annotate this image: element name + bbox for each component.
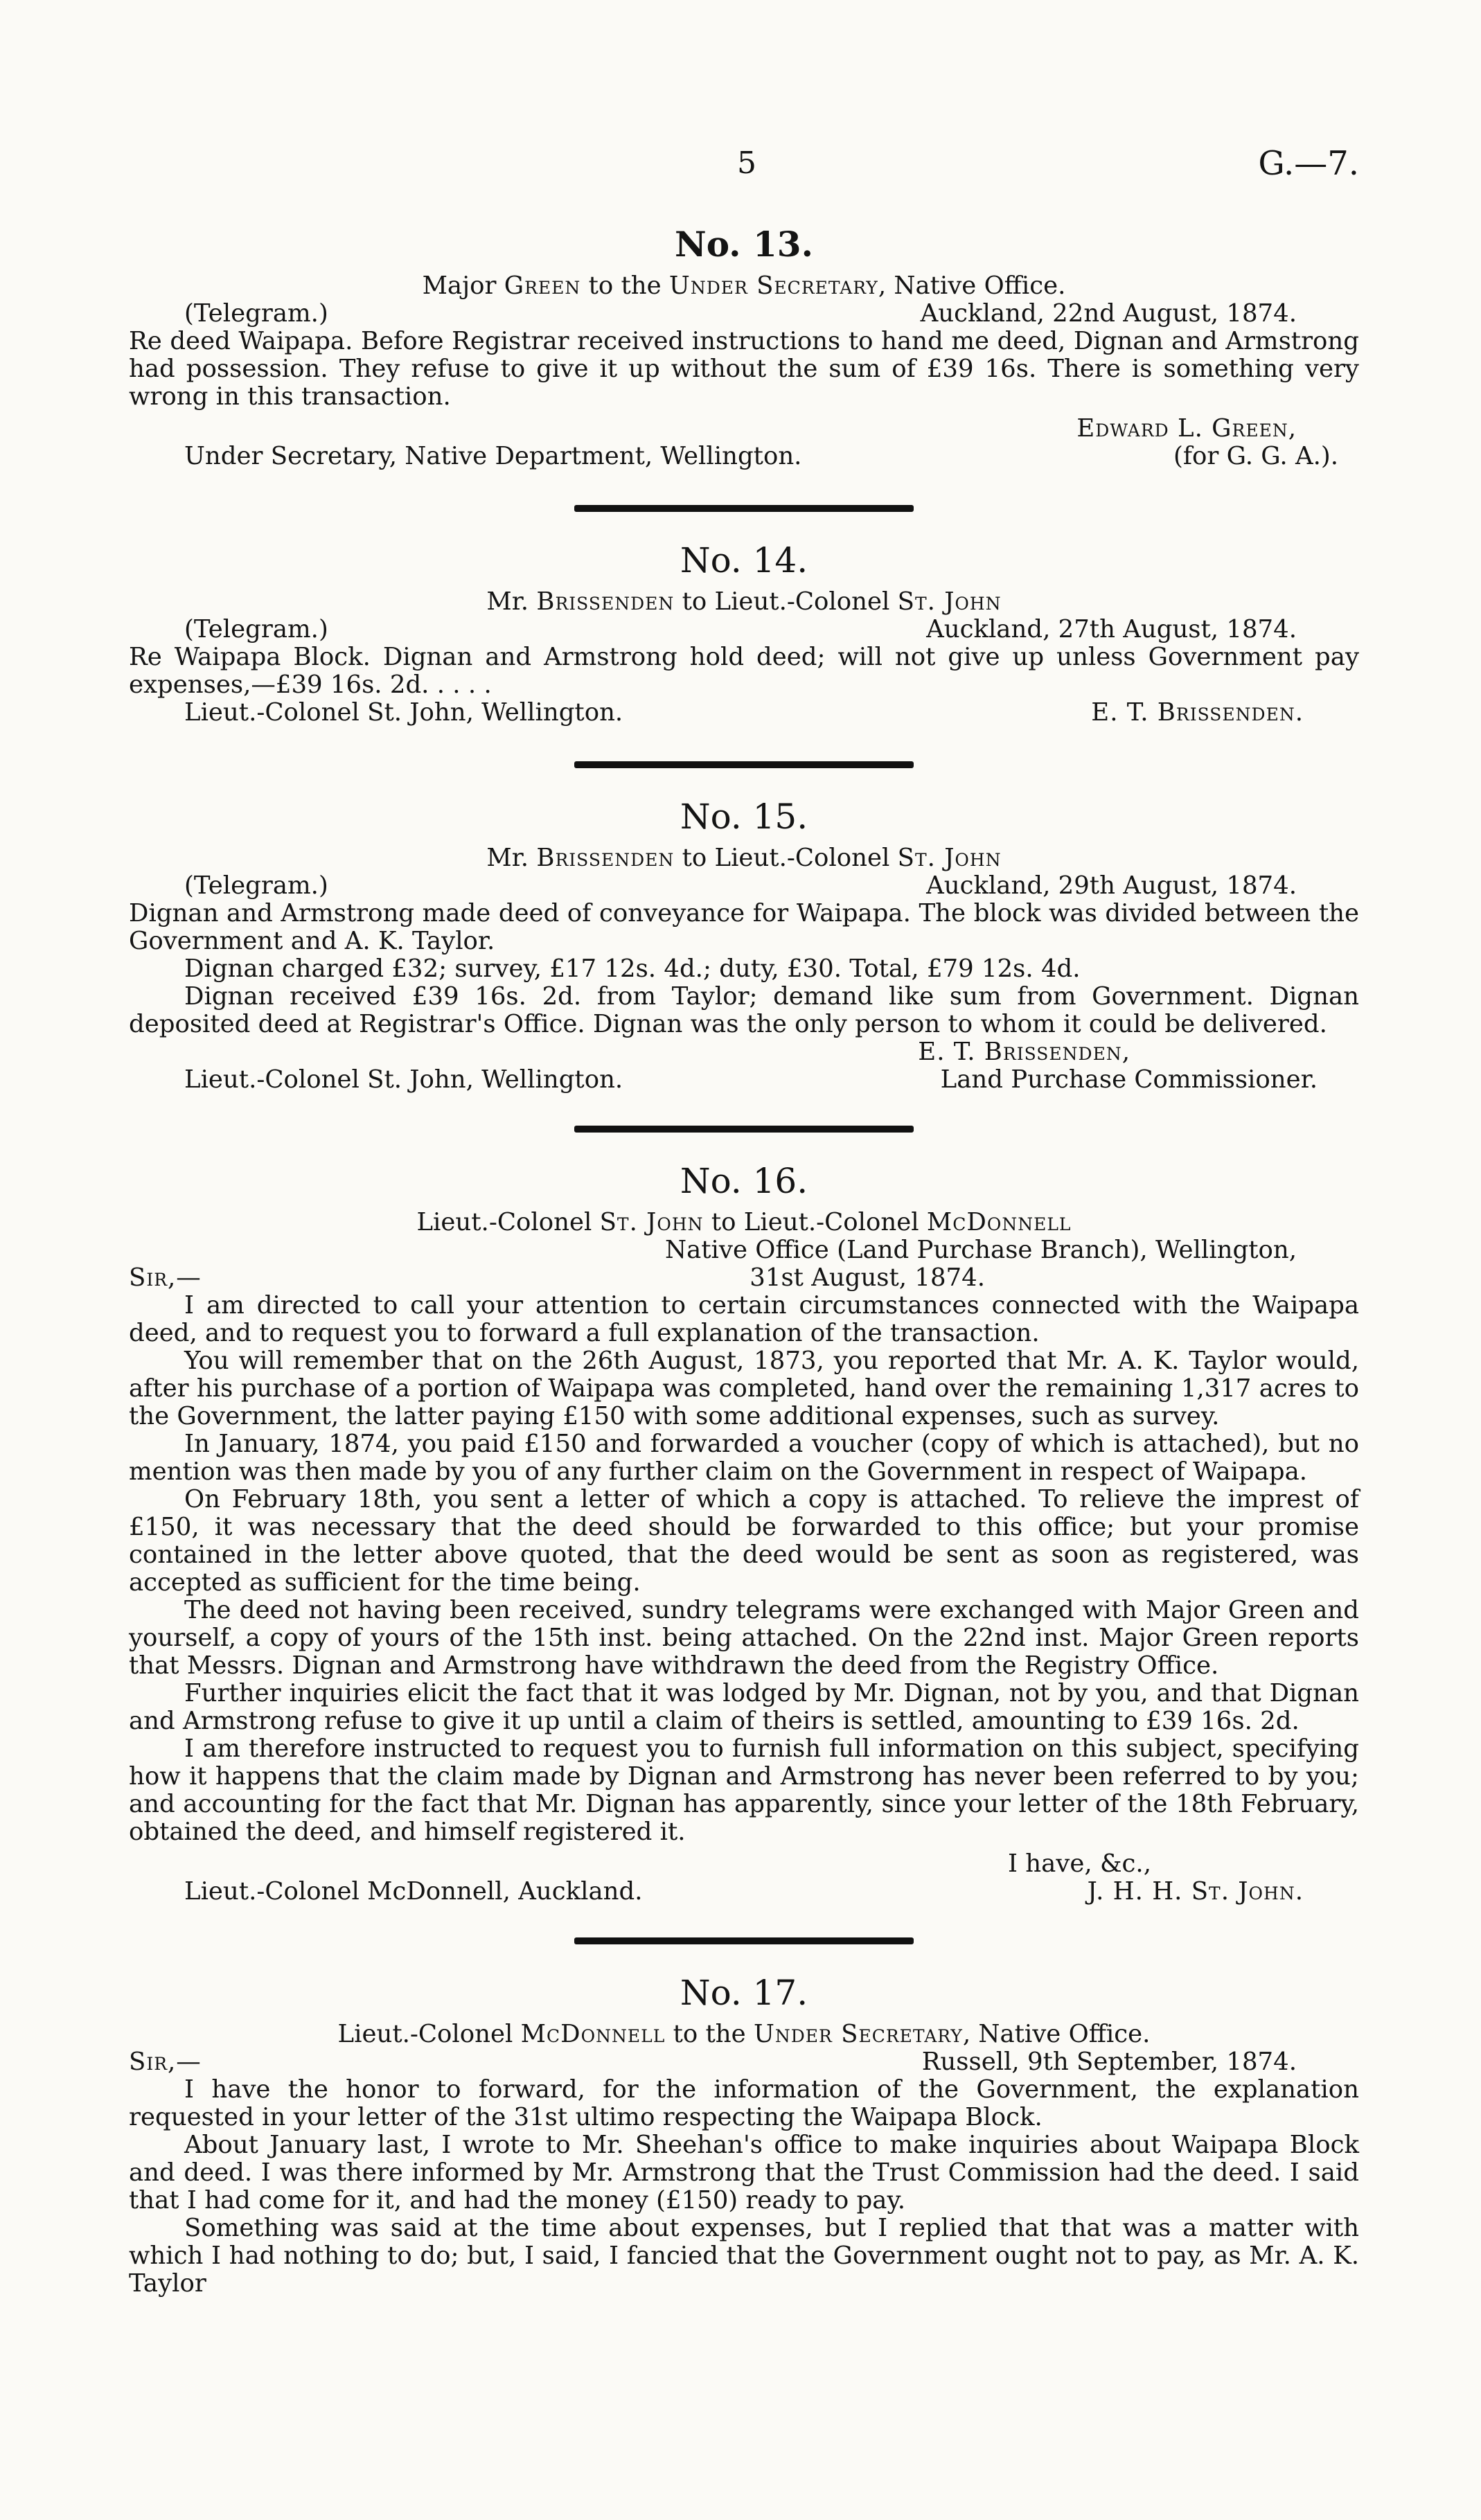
body-paragraph: Re Waipapa Block. Dignan and Armstrong hold deed; will not give up unless Government pay expenses,—£39 16s. 2d. . . . .: [129, 643, 1359, 699]
body-paragraph: Further inquiries elicit the fact that it was lodged by Mr. Dignan, not by you, and that Dignan and Armstrong refuse to give it up until a claim of theirs is settled, amounting to £39 16s. 2d.: [129, 1679, 1359, 1735]
section-subtitle: [129, 844, 1359, 872]
body-paragraph: In January, 1874, you paid £150 and forwarded a voucher (copy of which is attached), but no mention was then made by you of any further claim on the Government in respect of Waipapa.: [129, 1430, 1359, 1486]
body-paragraph: You will remember that on the 26th August, 1873, you reported that Mr. A. K. Taylor would, after his purchase of a portion of Waipapa was completed, hand over the remaining 1,317 acres to the Government, the latter paying £150 with some additional expenses, such as survey.: [129, 1347, 1359, 1430]
place: Native Office (Land Purchase Branch), Wellington,: [665, 1236, 1297, 1264]
date: 31st August, 1874.: [750, 1263, 985, 1292]
section-title: No. 14.: [680, 540, 808, 580]
signer-name: E. T. Brissenden,: [918, 1038, 1130, 1066]
section-subtitle: [129, 2021, 1359, 2048]
section-subtitle: [129, 1209, 1359, 1236]
telegram-line: [129, 300, 1359, 328]
subtitle-part: Lieut.-Colonel: [337, 2020, 521, 2048]
body-paragraph: On February 18th, you sent a letter of which a copy is attached. To relieve the imprest of £150, it was necessary that the deed should be forwarded to this office; but your promise contained in the letter above quoted, that the deed would be sent as soon as registered, was accepted as sufficient for the time being.: [129, 1485, 1359, 1597]
section-title: No. 16.: [680, 1161, 808, 1201]
signer-name: J. H. H. St. John.: [1087, 1877, 1304, 1906]
signer-note: (for G. G. A.).: [1173, 442, 1338, 470]
subtitle-part: Major: [422, 272, 504, 300]
addressee-line: [129, 443, 1359, 470]
salutation: Sir,—: [129, 2048, 202, 2076]
salutation-line: [129, 1264, 1359, 1292]
section-17: [129, 1972, 1359, 2298]
place-date: Auckland, 22nd August, 1874.: [920, 299, 1297, 328]
subtitle-part: to Lieut.-Colonel: [674, 844, 898, 872]
place-date: Auckland, 27th August, 1874.: [926, 615, 1297, 644]
subtitle-name: St. John: [599, 1208, 704, 1236]
signer-title: Land Purchase Commissioner.: [940, 1065, 1318, 1094]
page-header: [129, 0, 1359, 183]
subtitle-part: Mr.: [486, 844, 537, 872]
addressee: Lieut.-Colonel McDonnell, Auckland.: [184, 1877, 643, 1906]
section-divider: [574, 1937, 914, 1944]
section-16: [129, 1160, 1359, 1944]
telegram-label: (Telegram.): [184, 871, 328, 900]
section-13: [129, 224, 1359, 512]
body-paragraph: Something was said at the time about expenses, but I replied that that was a matter with which I had nothing to do; but, I said, I fancied that the Government ought not to pay, as Mr. A. K. Taylor: [129, 2214, 1359, 2298]
place-date: Russell, 9th September, 1874.: [921, 2048, 1297, 2076]
addressee-line: [129, 699, 1359, 727]
page-number: 5: [737, 145, 756, 181]
body-paragraph: Dignan received £39 16s. 2d. from Taylor; demand like sum from Government. Dignan deposited deed at Registrar's Office. Dignan was the only person to whom it could be delivered.: [129, 982, 1359, 1038]
subtitle-part: Mr.: [486, 587, 537, 616]
section-title: No. 17.: [680, 1973, 808, 2013]
subtitle-name: McDonnell: [520, 2020, 666, 2048]
section-divider: [574, 761, 914, 768]
subtitle-name: St. John: [897, 844, 1002, 872]
body-paragraph: I am therefore instructed to request you to furnish full information on this subject, specifying how it happens that the claim made by Dignan and Armstrong has never been referred to by you; and accounting for the fact that Mr. Dignan has apparently, since your letter of the 18th February, obtained the deed, and himself registered it.: [129, 1734, 1359, 1846]
document-reference: G.—7.: [1258, 144, 1359, 183]
addressee: Lieut.-Colonel St. John, Wellington.: [184, 1065, 623, 1094]
addressee: Lieut.-Colonel St. John, Wellington.: [184, 698, 623, 727]
closing: [129, 1850, 1359, 1878]
subtitle-name: Brissenden: [536, 844, 675, 872]
subtitle-name: Green: [504, 272, 581, 300]
subtitle-part: Lieut.-Colonel: [416, 1208, 600, 1236]
place-line: [129, 1236, 1359, 1264]
section-subtitle: [129, 272, 1359, 300]
subtitle-name: St. John: [897, 587, 1002, 616]
section-divider: [574, 505, 914, 512]
subtitle-part: to the: [665, 2020, 754, 2048]
subtitle-name: Under Secretary: [668, 272, 878, 300]
subtitle-name: McDonnell: [926, 1208, 1072, 1236]
telegram-label: (Telegram.): [184, 299, 328, 328]
body-paragraph: Re deed Waipapa. Before Registrar received instructions to hand me deed, Dignan and Armstrong had possession. They refuse to give it up without the sum of £39 16s. There is something very wrong in this transaction.: [129, 327, 1359, 411]
telegram-line: [129, 872, 1359, 900]
subtitle-part: , Native Office.: [878, 272, 1066, 300]
section-15: [129, 796, 1359, 1133]
body-paragraph: I have the honor to forward, for the information of the Government, the explanation requested in your letter of the 31st ultimo respecting the Waipapa Block.: [129, 2075, 1359, 2131]
signer-name: E. T. Brissenden.: [1091, 698, 1304, 727]
section-title: No. 15.: [680, 797, 808, 837]
body-paragraph: About January last, I wrote to Mr. Sheehan's office to make inquiries about Waipapa Block and deed. I was there informed by Mr. Armstrong that the Trust Commission had the deed. I said that I had come for it, and had the money (£150) ready to pay.: [129, 2131, 1359, 2215]
closing-text: I have, &c.,: [1007, 1849, 1151, 1878]
addressee: Under Secretary, Native Department, Wellington.: [184, 442, 802, 470]
body-paragraph: I am directed to call your attention to certain circumstances connected with the Waipapa deed, and to request you to forward a full explanation of the transaction.: [129, 1291, 1359, 1347]
subtitle-name: Brissenden: [536, 587, 675, 616]
telegram-line: [129, 616, 1359, 644]
body-paragraph: The deed not having been received, sundry telegrams were exchanged with Major Green and yourself, a copy of yours of the 15th inst. being attached. On the 22nd inst. Major Green reports that Messrs. Dignan and Armstrong have withdrawn the deed from the Registry Office.: [129, 1596, 1359, 1680]
salutation: Sir,—: [129, 1263, 202, 1292]
subtitle-part: to Lieut.-Colonel: [674, 587, 898, 616]
subtitle-part: to the: [580, 272, 669, 300]
section-subtitle: [129, 588, 1359, 616]
body-paragraph: Dignan charged £32; survey, £17 12s. 4d.; duty, £30. Total, £79 12s. 4d.: [184, 955, 1081, 983]
signer-name: Edward L. Green,: [1076, 414, 1297, 443]
document-page: [129, 0, 1359, 2520]
signature: [129, 1038, 1359, 1066]
section-14: [129, 540, 1359, 768]
signature: [129, 415, 1359, 443]
subtitle-part: , Native Office.: [962, 2020, 1151, 2048]
body-paragraph: Dignan and Armstrong made deed of conveyance for Waipapa. The block was divided between the Government and A. K. Taylor.: [129, 899, 1359, 955]
place-date: Auckland, 29th August, 1874.: [926, 871, 1297, 900]
addressee-line: [129, 1066, 1359, 1094]
section-divider: [574, 1126, 914, 1133]
telegram-label: (Telegram.): [184, 615, 328, 644]
salutation-line: [129, 2048, 1359, 2076]
subtitle-part: to Lieut.-Colonel: [703, 1208, 927, 1236]
section-title: No. 13.: [675, 224, 813, 265]
subtitle-name: Under Secretary: [753, 2020, 963, 2048]
addressee-line: [129, 1878, 1359, 1906]
